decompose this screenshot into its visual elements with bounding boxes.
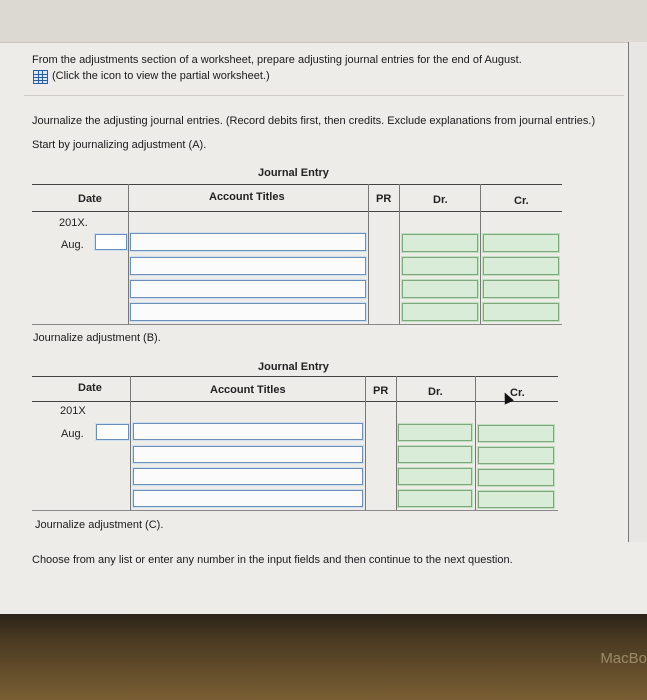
journal-entry-title-b: Journal Entry	[258, 361, 329, 373]
credit-input-3[interactable]	[483, 280, 559, 298]
top-bar	[0, 0, 647, 43]
adjustment-b-label: Journalize adjustment (B).	[33, 332, 161, 344]
dr-header: Dr.	[428, 386, 443, 398]
adjustment-a-label: Start by journalizing adjustment (A).	[32, 139, 207, 151]
credit-input-1[interactable]	[483, 234, 559, 252]
credit-input-2[interactable]	[478, 447, 554, 464]
cr-header: Cr.	[514, 195, 529, 207]
cr-header: Cr.	[510, 387, 525, 399]
credit-input-4[interactable]	[478, 491, 554, 508]
debit-input-2[interactable]	[402, 257, 478, 275]
journalize-instruction: Journalize the adjusting journal entries. (Record debits first, then credits. Exclude explanations from journal entries.)	[32, 115, 596, 127]
debit-input-4[interactable]	[398, 490, 472, 507]
account-title-input-3[interactable]	[133, 468, 363, 485]
day-input[interactable]	[96, 424, 129, 440]
dr-header: Dr.	[433, 194, 448, 206]
debit-input-3[interactable]	[398, 468, 472, 485]
account-title-input-1[interactable]	[133, 423, 363, 440]
account-title-input-3[interactable]	[130, 280, 366, 298]
account-titles-header: Account Titles	[209, 191, 285, 203]
pr-header: PR	[373, 385, 389, 397]
month-label: Aug.	[61, 239, 84, 251]
debit-input-3[interactable]	[402, 280, 478, 298]
credit-input-2[interactable]	[483, 257, 559, 275]
account-title-input-1[interactable]	[130, 233, 366, 251]
year-label: 201X	[60, 405, 86, 417]
credit-input-3[interactable]	[478, 469, 554, 486]
right-panel-edge	[628, 42, 647, 542]
divider	[24, 95, 624, 96]
instruction-text: From the adjustments section of a worksheet, prepare adjusting journal entries for the end of August.	[32, 54, 522, 66]
date-header: Date	[78, 193, 102, 205]
year-label: 201X.	[59, 217, 88, 229]
debit-input-4[interactable]	[402, 303, 478, 321]
journal-entry-title-a: Journal Entry	[258, 167, 329, 179]
month-label: Aug.	[61, 428, 84, 440]
account-titles-header: Account Titles	[210, 384, 286, 396]
date-header: Date	[78, 382, 102, 394]
account-title-input-2[interactable]	[130, 257, 366, 275]
debit-input-1[interactable]	[398, 424, 472, 441]
pr-header: PR	[376, 193, 392, 205]
credit-input-4[interactable]	[483, 303, 559, 321]
account-title-input-2[interactable]	[133, 446, 363, 463]
monitor-bezel	[0, 614, 647, 700]
debit-input-2[interactable]	[398, 446, 472, 463]
account-title-input-4[interactable]	[130, 303, 366, 321]
footer-instruction: Choose from any list or enter any number in the input fields and then continue to the next question.	[32, 554, 513, 566]
brand-label: MacBo	[600, 650, 647, 667]
account-title-input-4[interactable]	[133, 490, 363, 507]
adjustment-c-label: Journalize adjustment (C).	[35, 519, 164, 531]
worksheet-link-text[interactable]: (Click the icon to view the partial worksheet.)	[52, 70, 270, 82]
credit-input-1[interactable]	[478, 425, 554, 442]
worksheet-grid-icon[interactable]	[33, 70, 48, 84]
debit-input-1[interactable]	[402, 234, 478, 252]
day-input[interactable]	[95, 234, 127, 250]
